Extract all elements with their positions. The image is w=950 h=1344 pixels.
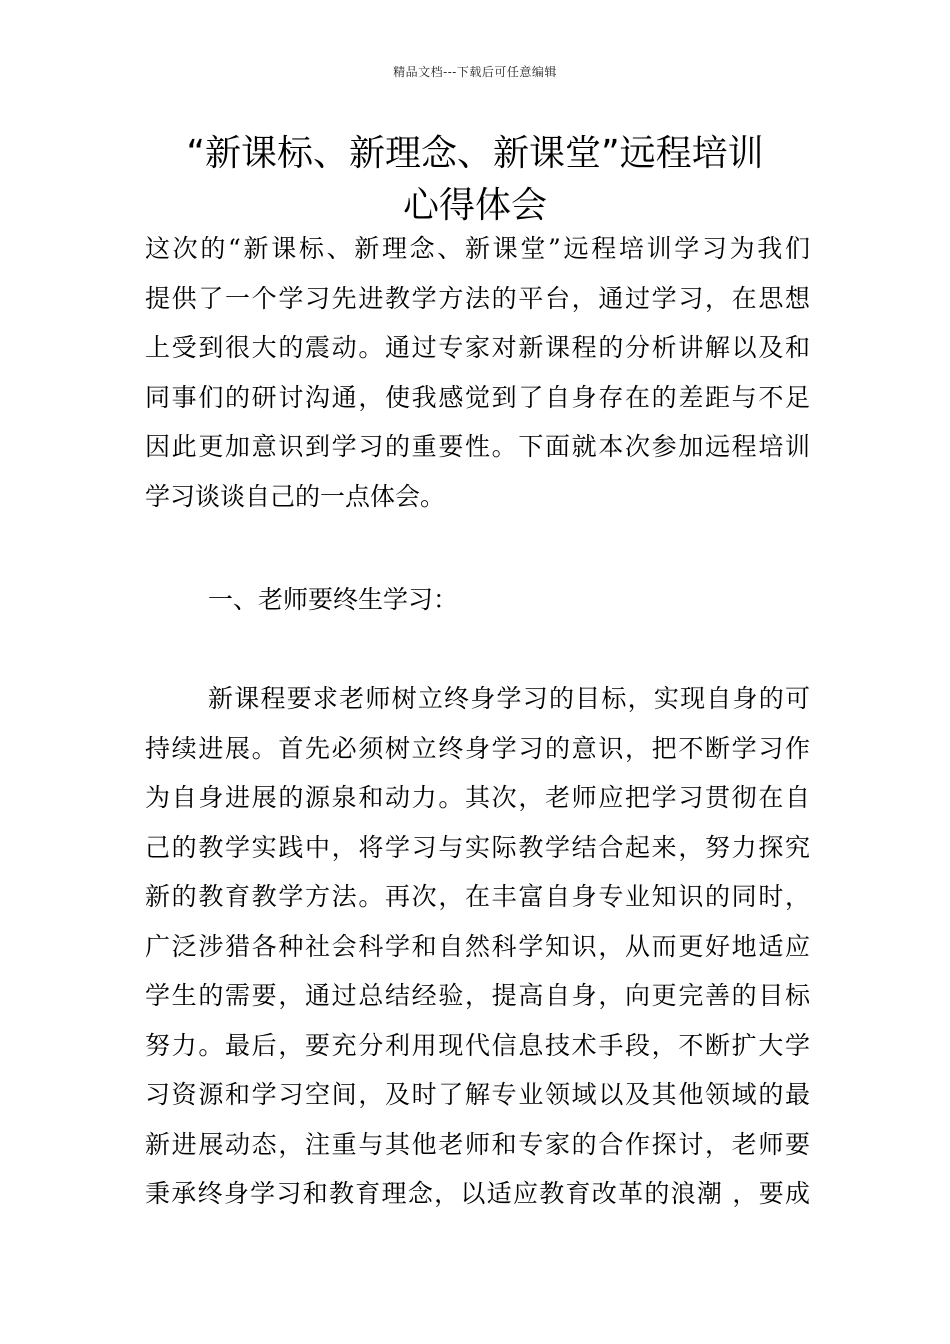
- text-line: 上受到很大的震动。通过专家对新课程的分析讲解以及和: [145, 333, 810, 362]
- header-note: 精品文档---下载后可任意编辑: [393, 65, 557, 79]
- text-line: 新的教育教学方法。再次，在丰富自身专业知识的同时，: [145, 882, 810, 911]
- text-line: 学习谈谈自己的一点体会。: [145, 481, 446, 511]
- title-line-1: “新课标、新理念、新课堂”远程培训: [186, 133, 764, 174]
- section-heading: 一、老师要终生学习：: [208, 585, 459, 614]
- paragraph-lifelong-learning: [145, 674, 810, 1219]
- text-line: 新课程要求老师树立终身学习的目标，实现自身的可: [208, 684, 810, 713]
- text-line: 广泛涉猎各种社会科学和自然科学知识，从而更好地适应: [145, 931, 810, 961]
- text-line: 提供了一个学习先进教学方法的平台，通过学习，在思想: [145, 283, 810, 313]
- text-line: 学生的需要，通过总结经验，提高自身，向更完善的目标: [145, 981, 810, 1010]
- text-line: 习资源和学习空间，及时了解专业领域以及其他领域的最: [145, 1080, 810, 1109]
- title-line-2: 心得体会: [402, 185, 547, 226]
- text-line: 努力。最后，要充分利用现代信息技术手段，不断扩大学: [145, 1030, 810, 1060]
- text-line: 因此更加意识到学习的重要性。下面就本次参加远程培训: [145, 432, 810, 461]
- text-line: 为自身进展的源泉和动力。其次，老师应把学习贯彻在自: [145, 783, 810, 812]
- text-line: 同事们的研讨沟通，使我感觉到了自身存在的差距与不足: [145, 382, 810, 412]
- text-line: 秉承终身学习和教育理念，以适应教育改革的浪潮 ，要成: [145, 1179, 810, 1208]
- text-line: 新进展动态，注重与其他老师和专家的合作探讨，老师要: [145, 1129, 810, 1159]
- text-line: 这次的“新课标、新理念、新课堂”远程培训学习为我们: [145, 234, 810, 263]
- text-line: 持续进展。首先必须树立终身学习的意识，把不断学习作: [145, 733, 810, 763]
- text-line: 己的教学实践中，将学习与实际教学结合起来，努力探究: [145, 832, 810, 862]
- paragraph-intro: [145, 224, 810, 521]
- document-title: [140, 128, 810, 232]
